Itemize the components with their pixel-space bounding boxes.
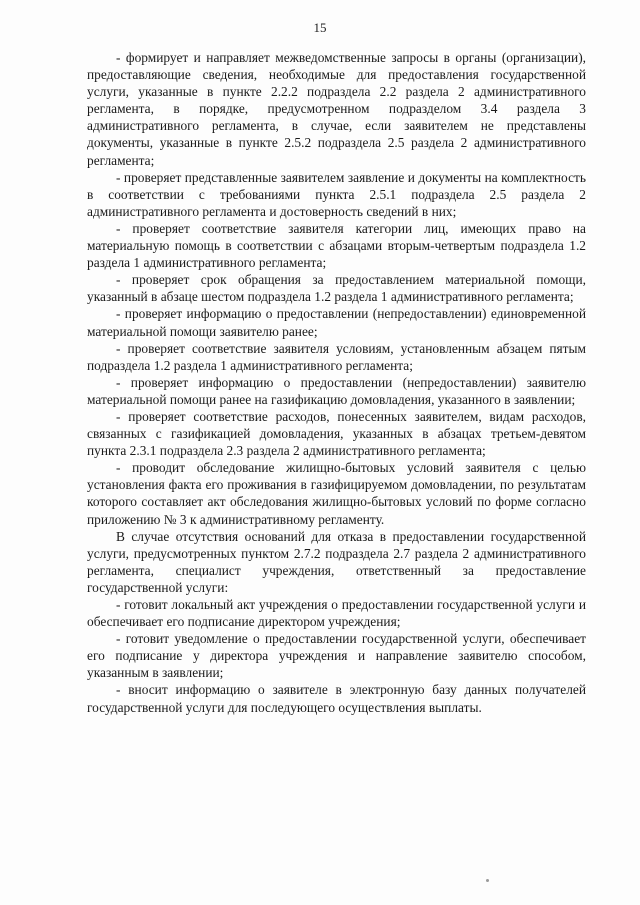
- paragraph: - формирует и направляет межведомственные запросы в органы (организации), предоставляющие сведения, необходимые для предоставления государственной услуги, указанные в пункте 2.2.2 подраздела 2.2 раздела 2 административного регламента, в порядке, предусмотренном подразделом 3.4 раздела 3 административного регламента, в случае, если заявителем не представлены документы, указанные в пункте 2.5.2 подраздела 2.5 раздела 2 административного регламента;: [87, 50, 586, 168]
- paragraph: - готовит локальный акт учреждения о предоставлении государственной услуги и обеспечивает его подписание директором учреждения;: [87, 597, 586, 630]
- paragraph: - готовит уведомление о предоставлении государственной услуги, обеспечивает его подписание у директора учреждения и направление заявителю способом, указанным в заявлении;: [87, 631, 586, 681]
- paragraph: - проверяет соответствие заявителя категории лиц, имеющих право на материальную помощь в соответствии с абзацами вторым-четвертым подраздела 1.2 раздела 1 административного регламента;: [87, 220, 586, 271]
- page-number: 15: [313, 20, 327, 35]
- paragraph: - проверяет срок обращения за предоставлением материальной помощи, указанный в абзаце шестом подраздела 1.2 раздела 1 административного регламента;: [87, 272, 586, 305]
- paragraph: - вносит информацию о заявителе в электронную базу данных получателей государственной услуги для последующего осуществления выплаты.: [87, 682, 586, 715]
- paragraph: В случае отсутствия оснований для отказа в предоставлении государственной услуги, предусмотренных пунктом 2.7.2 подраздела 2.7 раздела 2 административного регламента, специалист учреждения, ответственный за предоставление государственной услуги:: [87, 528, 586, 595]
- paragraph: - проводит обследование жилищно-бытовых условий заявителя с целью установления факта его проживания в газифицируемом домовладении, по результатам которого составляет акт обследования жилищно-бытовых условий по форме согласно приложению № 3 к административному регламенту.: [87, 460, 586, 527]
- paragraph: - проверяет представленные заявителем заявление и документы на комплектность в соответствии с требованиями пункта 2.5.1 подраздела 2.5 раздела 2 административного регламента и достоверность сведений в них;: [87, 169, 586, 219]
- document-body: [87, 49, 586, 716]
- scan-speck: [486, 879, 489, 882]
- paragraph: - проверяет соответствие расходов, понесенных заявителем, видам расходов, связанных с газификацией домовладения, указанных в абзацах третьем-девятом пункта 2.3.1 подраздела 2.3 раздела 2 административного регламента;: [87, 408, 586, 459]
- paragraph: - проверяет информацию о предоставлении (непредоставлении) заявителю материальной помощи ранее на газификацию домовладения, указанного в заявлении;: [87, 374, 586, 407]
- paragraph: - проверяет информацию о предоставлении (непредоставлении) единовременной материальной помощи заявителю ранее;: [87, 306, 586, 339]
- paragraph: - проверяет соответствие заявителя условиям, установленным абзацем пятым подраздела 1.2 раздела 1 административного регламента;: [87, 340, 586, 373]
